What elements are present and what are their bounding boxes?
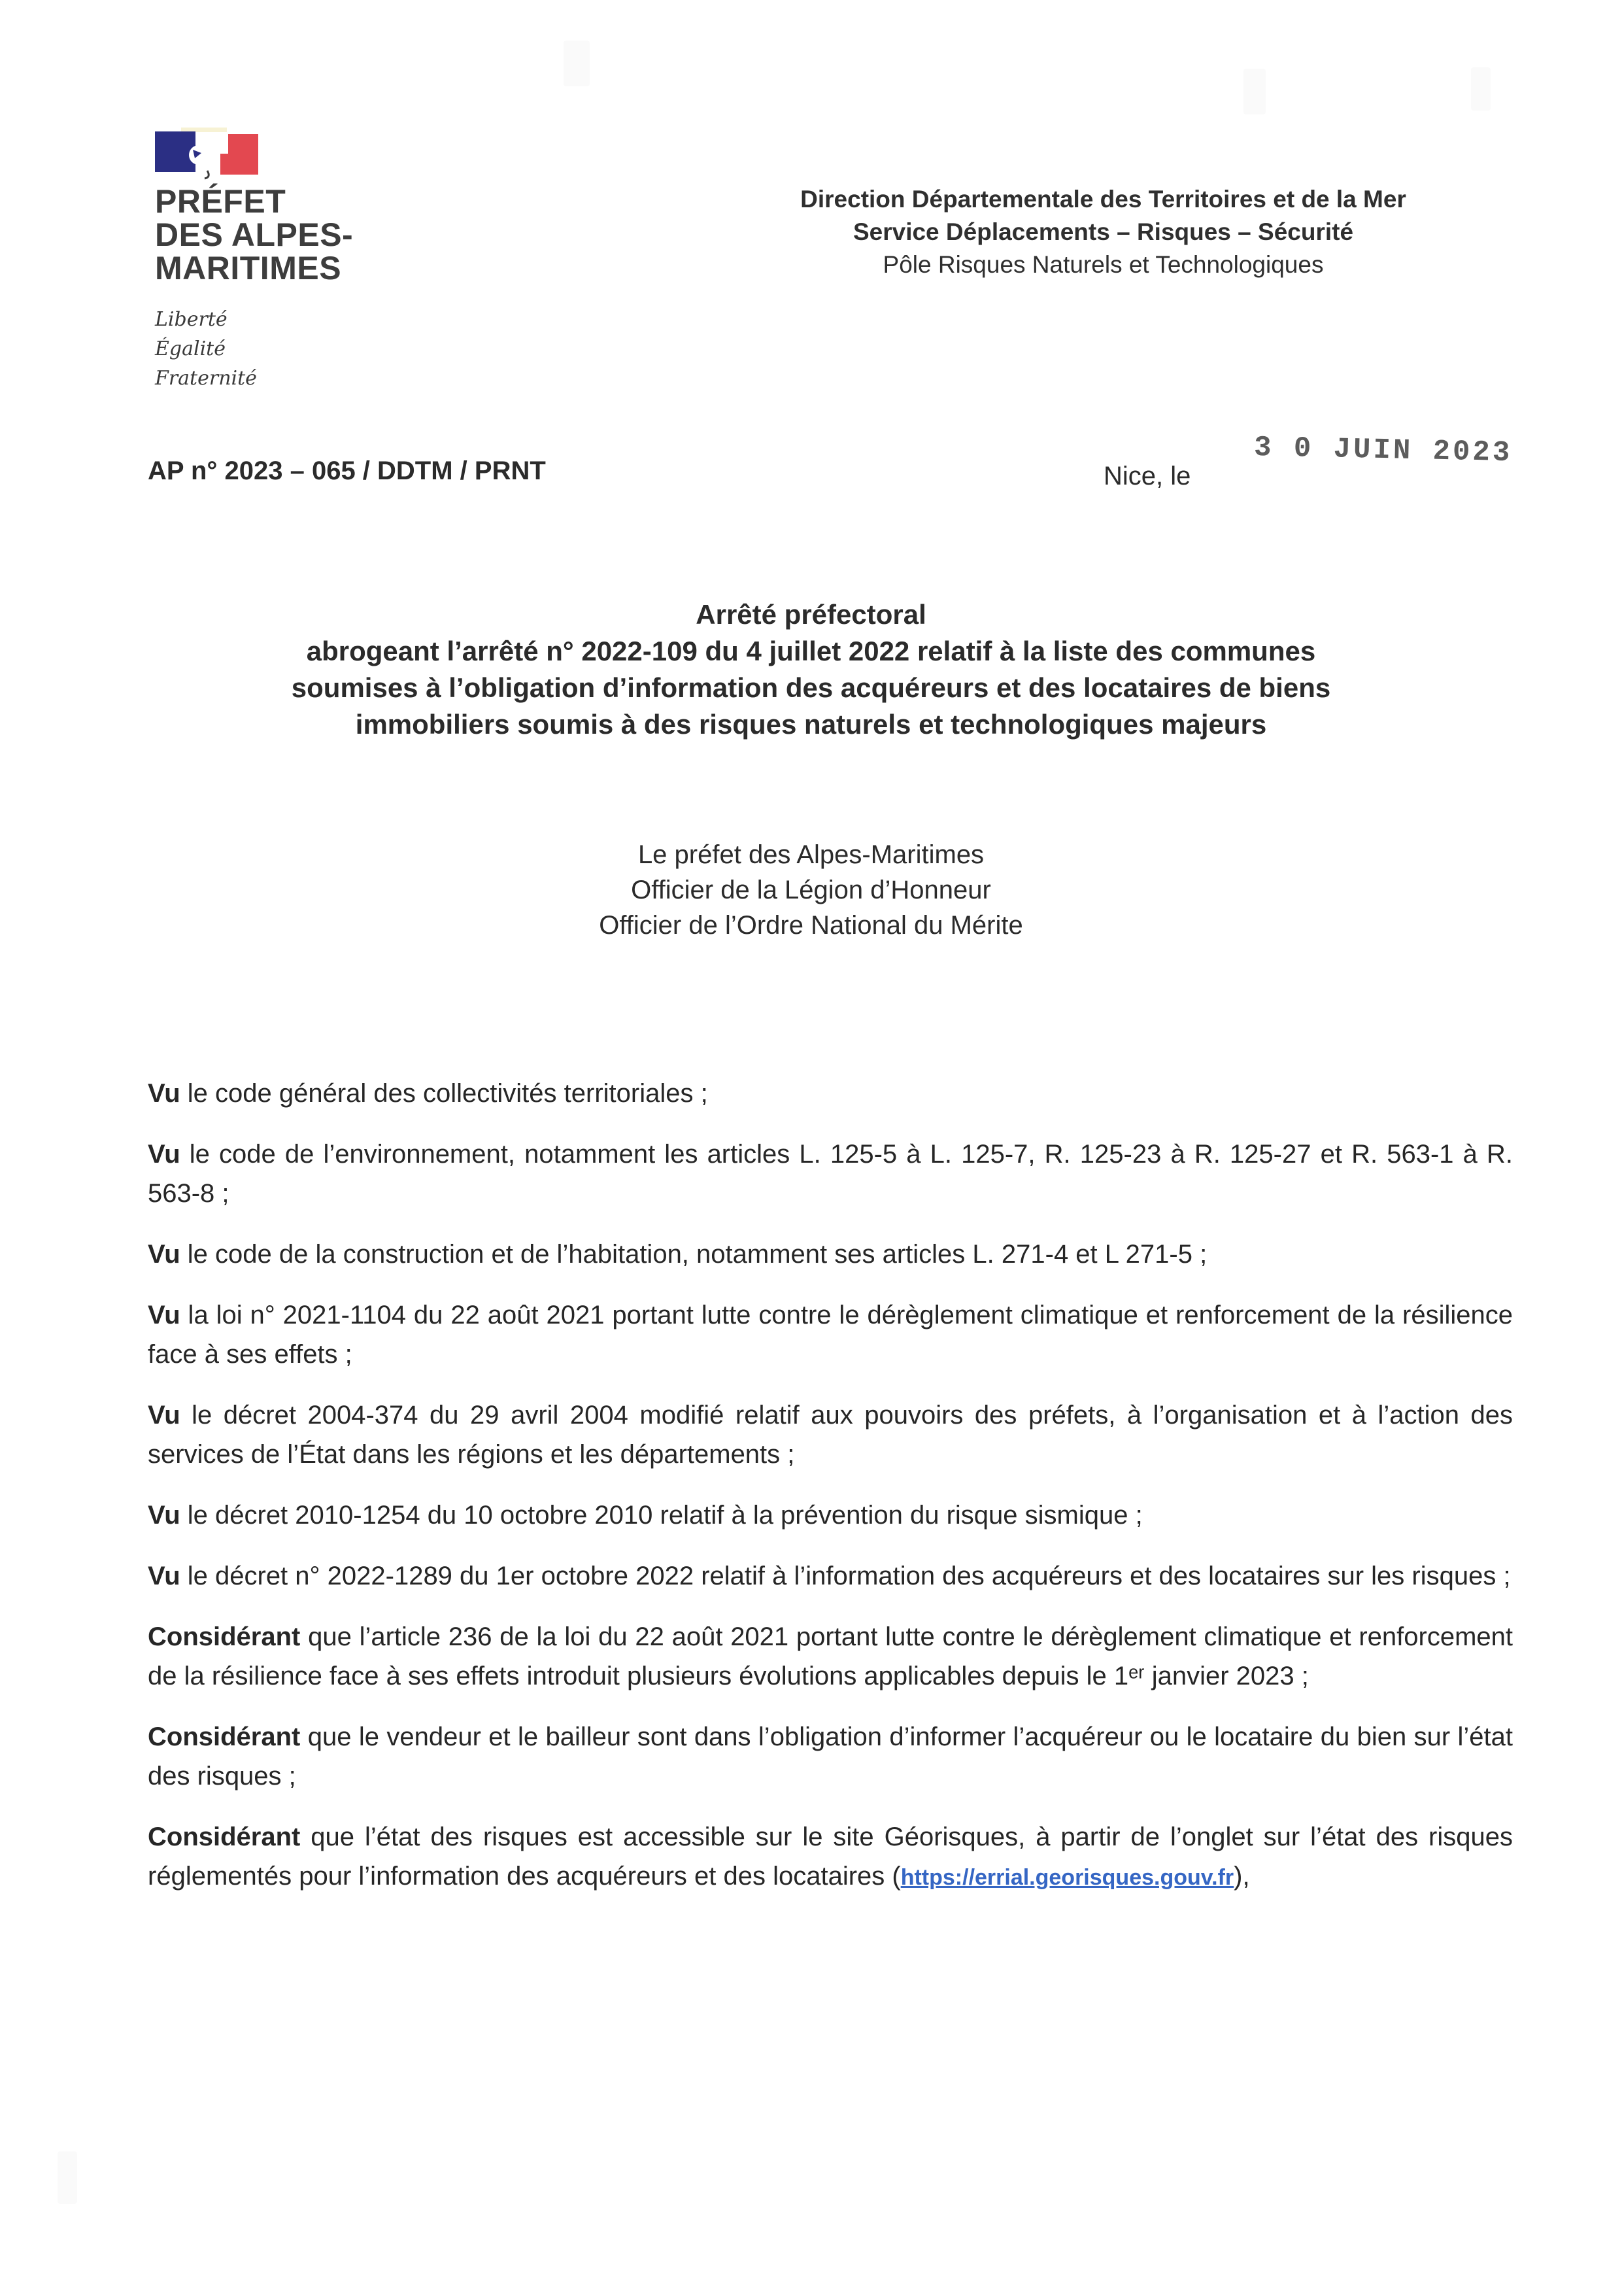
vu-paragraph [148,1396,1513,1474]
prefecture-name-line: MARITIMES [155,250,342,286]
paragraph-text: que l’état des risques est accessible sur le site Géorisques, à partir de l’onglet sur l’état des risques réglementés pour l’information des acquéreurs et des locataires ( [148,1823,1513,1891]
considerant-keyword: Considérant [148,1823,301,1851]
paragraph-text: le code de l’environnement, notamment les articles L. 125-5 à L. 125-7, R. 125-23 à R. 125-27 et R. 563-1 à R. 563-8 ; [148,1140,1513,1208]
vu-paragraph [148,1074,1513,1113]
paragraph-text: que l’article 236 de la loi du 22 août 2021 portant lutte contre le dérèglement climatique et renforcement de la résilience face à ses effets introduit plusieurs évolutions applicables depuis le 1ᵉʳ janvier 2023 ; [148,1622,1513,1690]
considerant-paragraph-with-link [148,1817,1513,1897]
prefecture-name [155,185,521,285]
place-and-date-label: Nice, le [1104,462,1191,490]
paragraph-text: le décret 2010-1254 du 10 octobre 2010 relatif à la prévention du risque sismique ; [180,1501,1143,1530]
vu-paragraph [148,1235,1513,1274]
decree-title-line: soumises à l’obligation d’information des acquéreurs et des locataires de biens [291,672,1331,703]
vu-keyword: Vu [148,1301,180,1329]
scan-artifact [58,2151,77,2204]
paragraph-text: le code de la construction et de l’habitation, notamment ses articles L. 271-4 et L 271-5 ; [180,1240,1208,1269]
vu-keyword: Vu [148,1140,180,1169]
considerant-paragraph [148,1617,1513,1696]
vu-paragraph [148,1295,1513,1374]
service-department-line: Service Déplacements – Risques – Sécurité [853,218,1354,245]
vu-keyword: Vu [148,1562,180,1590]
authority-line: Officier de la Légion d’Honneur [631,876,991,904]
georisques-link[interactable]: https://errial.georisques.gouv.fr [900,1865,1234,1890]
decree-reference-number: AP n° 2023 – 065 / DDTM / PRNT [148,456,546,485]
flag-red-band [220,134,258,175]
prefecture-logo [155,128,521,393]
scan-artifact [564,41,590,86]
paragraph-text: la loi n° 2021-1104 du 22 août 2021 portant lutte contre le dérèglement climatique et renforcement de la résilience face à ses effets ; [148,1301,1513,1369]
scan-artifact [1471,67,1491,111]
issuing-service-header [673,183,1533,281]
motto-line: Liberté [155,308,228,331]
motto-line: Fraternité [155,367,257,390]
authority-line: Officier de l’Ordre National du Mérite [599,911,1023,940]
paragraph-text: le code général des collectivités territoriales ; [180,1079,708,1108]
considerant-keyword: Considérant [148,1722,301,1751]
date-stamp: 3 0 JUIN 2023 [1253,431,1513,470]
considerant-keyword: Considérant [148,1622,301,1651]
paragraph-text: le décret 2004-374 du 29 avril 2004 modifié relatif aux pouvoirs des préfets, à l’organisation et à l’action des services de l’État dans les régions et les départements ; [148,1401,1513,1469]
paragraph-text: que le vendeur et le bailleur sont dans l’obligation d’informer l’acquéreur ou le locataire du bien sur l’état des risques ; [148,1722,1513,1791]
authority-line: Le préfet des Alpes-Maritimes [637,840,985,869]
vu-paragraph [148,1135,1513,1213]
decree-title-line: immobiliers soumis à des risques naturels et technologiques majeurs [355,709,1267,740]
vu-keyword: Vu [148,1401,180,1430]
scan-artifact [1243,69,1266,114]
french-flag-icon [155,128,262,180]
paragraph-text: le décret n° 2022-1289 du 1er octobre 2022 relatif à l’information des acquéreurs et des locataires sur les risques ; [180,1562,1511,1590]
decree-body [148,1074,1513,1919]
signing-authority [78,837,1544,943]
vu-keyword: Vu [148,1240,180,1269]
motto-line: Égalité [155,337,226,360]
service-pole-line: Pôle Risques Naturels et Technologiques [883,251,1324,278]
prefecture-name-line: PRÉFET [155,183,286,220]
vu-paragraph [148,1556,1513,1596]
vu-keyword: Vu [148,1501,180,1530]
republic-motto [155,305,521,393]
flag-blue-band [155,131,195,172]
decree-title-line: abrogeant l’arrêté n° 2022-109 du 4 juillet 2022 relatif à la liste des communes [306,636,1316,666]
vu-keyword: Vu [148,1079,180,1108]
decree-title [78,596,1544,743]
considerant-paragraph [148,1717,1513,1796]
prefecture-name-line: DES ALPES- [155,216,354,253]
vu-paragraph [148,1496,1513,1535]
paragraph-text: ), [1234,1862,1250,1891]
decree-title-line: Arrêté préfectoral [696,599,926,630]
service-direction-line: Direction Départementale des Territoires et de la Mer [800,186,1406,213]
